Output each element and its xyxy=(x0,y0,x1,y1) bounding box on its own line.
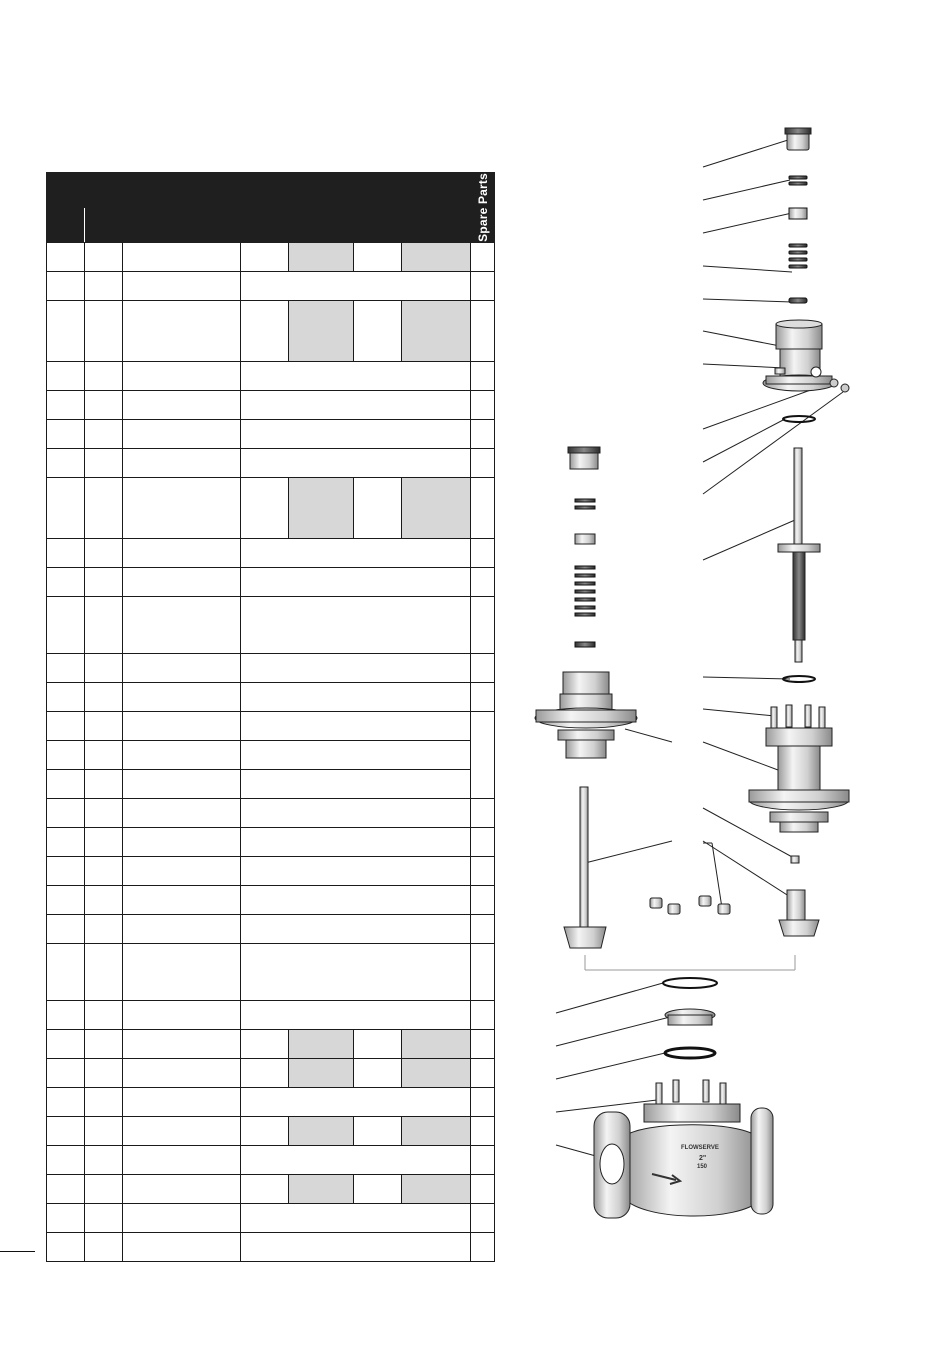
class-mark: 150 xyxy=(697,1164,708,1170)
assembly-bracket xyxy=(585,955,795,970)
bonnet-upper-part xyxy=(763,320,849,392)
size-mark: 2" xyxy=(699,1155,707,1162)
packing-rings xyxy=(789,176,807,303)
valve-stem-part xyxy=(778,448,820,662)
left-assembly xyxy=(535,447,637,948)
bottom-gasket xyxy=(663,978,717,988)
seat-gasket xyxy=(665,1048,715,1058)
gasket-ring xyxy=(783,416,815,422)
gland-nut-part xyxy=(785,128,811,150)
bonnet-lower-part xyxy=(749,705,849,832)
manufacturer-mark: FLOWSERVE xyxy=(681,1145,719,1151)
hex-nuts xyxy=(650,896,730,914)
seat-ring-part xyxy=(665,1009,715,1025)
spare-parts-heading: Spare Parts xyxy=(475,173,490,242)
small-plug-part xyxy=(791,856,799,863)
disc-part-right xyxy=(779,890,819,936)
